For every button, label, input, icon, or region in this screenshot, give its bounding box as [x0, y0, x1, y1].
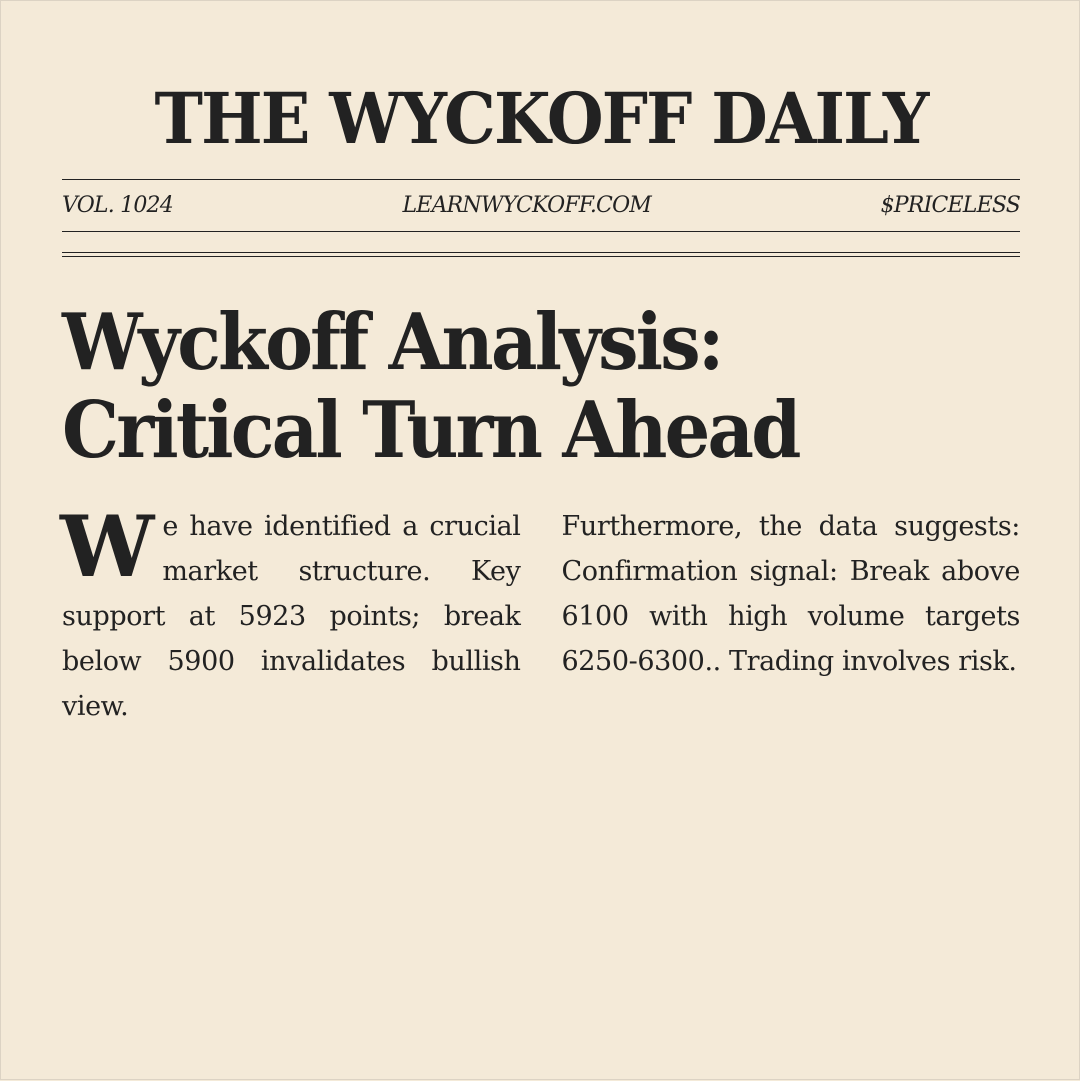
website-label: LEARNWYCKOFF.COM — [402, 192, 652, 218]
masthead-meta-row — [62, 182, 1020, 228]
article-body — [60, 497, 1020, 729]
masthead-top-rule — [62, 179, 1020, 180]
price-label: $PRICELESS — [880, 192, 1020, 218]
article-column-2: Furthermore, the data suggests: Confirmation signal: Break above 6100 with high volume targets 6250-6300.. Trading involves risk. — [561, 511, 1020, 677]
newspaper-page — [1, 1, 1080, 1081]
article-column-1 — [60, 497, 521, 729]
headline-line-2: Critical Turn Ahead — [62, 385, 799, 476]
masthead-bottom-rule — [62, 231, 1020, 232]
article-headline — [62, 299, 1001, 475]
masthead-double-rule — [62, 252, 1020, 257]
headline-line-1: Wyckoff Analysis: — [62, 297, 722, 388]
column-1-text: e have identified a crucial market structure. Key support at 5923 points; break below 5900 invalidates bullish view. — [62, 511, 521, 722]
drop-cap: W — [60, 497, 153, 596]
volume-label: VOL. 1024 — [62, 192, 173, 218]
newspaper-title: THE WYCKOFF DAILY — [154, 77, 928, 160]
